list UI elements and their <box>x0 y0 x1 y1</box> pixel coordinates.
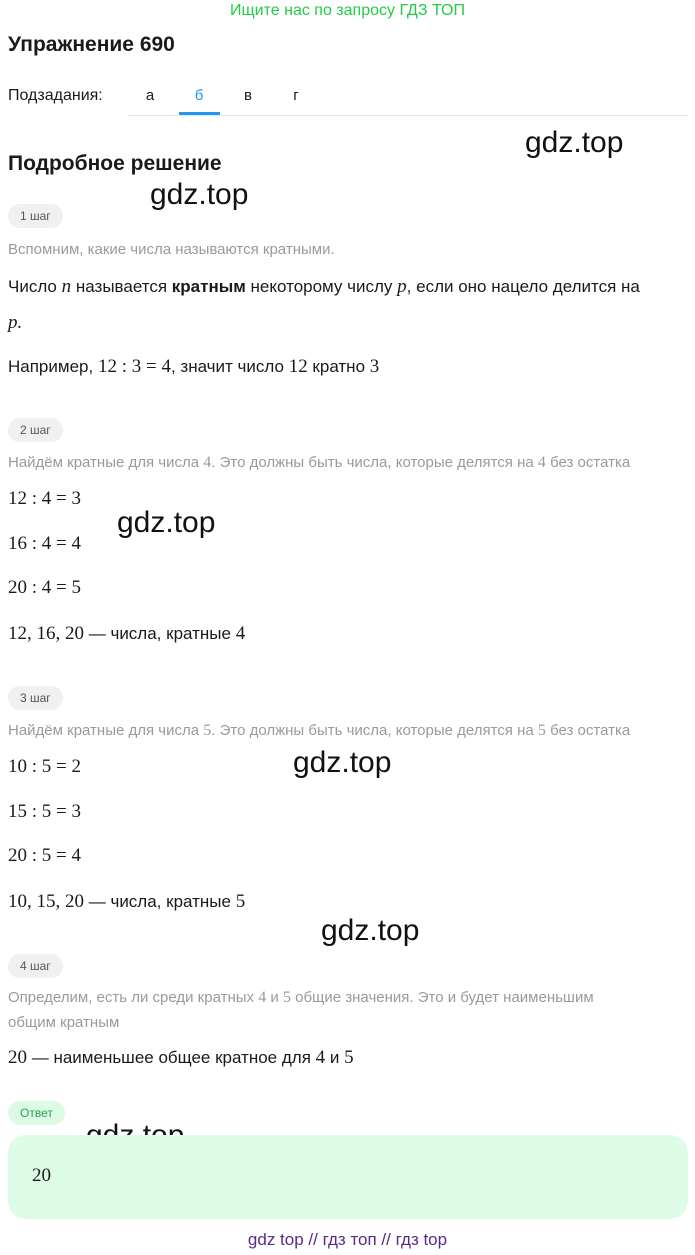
step-result <box>8 623 245 645</box>
tab-v[interactable]: в <box>244 87 252 104</box>
math-numbers: 12, 16, 20 <box>8 623 84 644</box>
tab-g[interactable]: г <box>293 87 299 104</box>
step-result <box>8 1047 354 1069</box>
math-p: p. <box>8 312 23 333</box>
example-text: кратно <box>312 357 366 376</box>
math-number: 5 <box>203 722 212 739</box>
definition-text: Число <box>8 277 57 296</box>
tab-b[interactable]: б <box>194 87 204 104</box>
exercise-title: Упражнение 690 <box>8 33 175 56</box>
math-number: 4 <box>258 989 267 1006</box>
result-text: — числа, кратные <box>88 892 231 911</box>
watermark: gdz.top <box>150 178 249 211</box>
step-badge: 3 шаг <box>8 686 63 710</box>
math-number: 3 <box>369 356 380 377</box>
step-hint <box>8 722 630 740</box>
hint-text: без остатка <box>550 454 631 471</box>
hint-text: без остатка <box>550 722 631 739</box>
step-badge: 2 шаг <box>8 418 63 442</box>
active-tab-indicator <box>179 112 220 115</box>
step-hint: Вспомним, какие числа называются кратными. <box>8 241 335 258</box>
step-hint <box>8 989 594 1007</box>
math-equation: 16 : 4 = 4 <box>8 533 81 554</box>
math-equation: 20 : 4 = 5 <box>8 577 81 598</box>
example-text: , значит число <box>170 357 284 376</box>
result-text: и <box>329 1048 340 1067</box>
math-number: 4 <box>235 623 246 644</box>
result-text: — числа, кратные <box>88 624 231 643</box>
hint-text: общие значения. Это и будет наименьшим <box>295 989 594 1006</box>
example-text: Например, <box>8 357 94 376</box>
math-equation: 15 : 5 = 3 <box>8 801 81 822</box>
watermark: gdz.top <box>117 506 216 539</box>
math-number: 20 <box>8 1047 27 1068</box>
math-number: 4 <box>315 1047 326 1068</box>
watermark: gdz.top <box>293 746 392 779</box>
math-number: 5 <box>282 989 291 1006</box>
tabs-divider <box>128 115 688 116</box>
hint-text: и <box>270 989 279 1006</box>
math-p: p <box>397 276 407 297</box>
hint-text: Найдём кратные для числа <box>8 722 200 739</box>
step-hint-line2: общим кратным <box>8 1014 120 1031</box>
watermark: gdz.top <box>321 914 420 947</box>
subtasks-label: Подзадания: <box>8 87 103 104</box>
step-example <box>8 356 379 378</box>
hint-text: . Это должны быть числа, которые делятся на <box>211 454 534 471</box>
step-badge: 1 шаг <box>8 204 63 228</box>
step-badge: 4 шаг <box>8 954 63 978</box>
math-number: 4 <box>537 454 546 471</box>
math-equation: 20 : 5 = 4 <box>8 845 81 866</box>
math-n: n <box>61 276 72 297</box>
math-number: 12 <box>288 356 308 377</box>
result-text: — наименьшее общее кратное для <box>31 1048 311 1067</box>
answer-box <box>8 1135 688 1219</box>
tab-a[interactable]: а <box>145 87 155 104</box>
math-number: 4 <box>203 454 212 471</box>
math-equation: 10 : 5 = 2 <box>8 756 81 777</box>
math-expression: 12 : 3 = 4 <box>97 356 171 377</box>
step-definition <box>8 276 640 298</box>
hint-text: Определим, есть ли среди кратных <box>8 989 255 1006</box>
answer-badge: Ответ <box>8 1101 65 1125</box>
definition-text: некоторому числу <box>250 277 393 296</box>
definition-text: , если оно нацело делится на <box>406 277 640 296</box>
definition-bold: кратным <box>171 277 246 296</box>
solution-title: Подробное решение <box>8 152 222 175</box>
watermark: gdz.top <box>525 126 624 159</box>
step-result <box>8 891 245 913</box>
definition-text: называется <box>75 277 168 296</box>
search-banner: Ищите нас по запросу ГДЗ ТОП <box>230 2 465 19</box>
answer-value: 20 <box>32 1165 51 1186</box>
math-number: 5 <box>344 1047 354 1068</box>
math-numbers: 10, 15, 20 <box>8 891 84 912</box>
step-hint <box>8 454 630 472</box>
math-number: 5 <box>537 722 546 739</box>
hint-text: Найдём кратные для числа <box>8 454 200 471</box>
hint-text: . Это должны быть числа, которые делятся на <box>211 722 534 739</box>
math-equation: 12 : 4 = 3 <box>8 488 81 509</box>
footer-links[interactable]: gdz top // гдз топ // гдз top <box>247 1230 448 1249</box>
math-number: 5 <box>235 891 246 912</box>
